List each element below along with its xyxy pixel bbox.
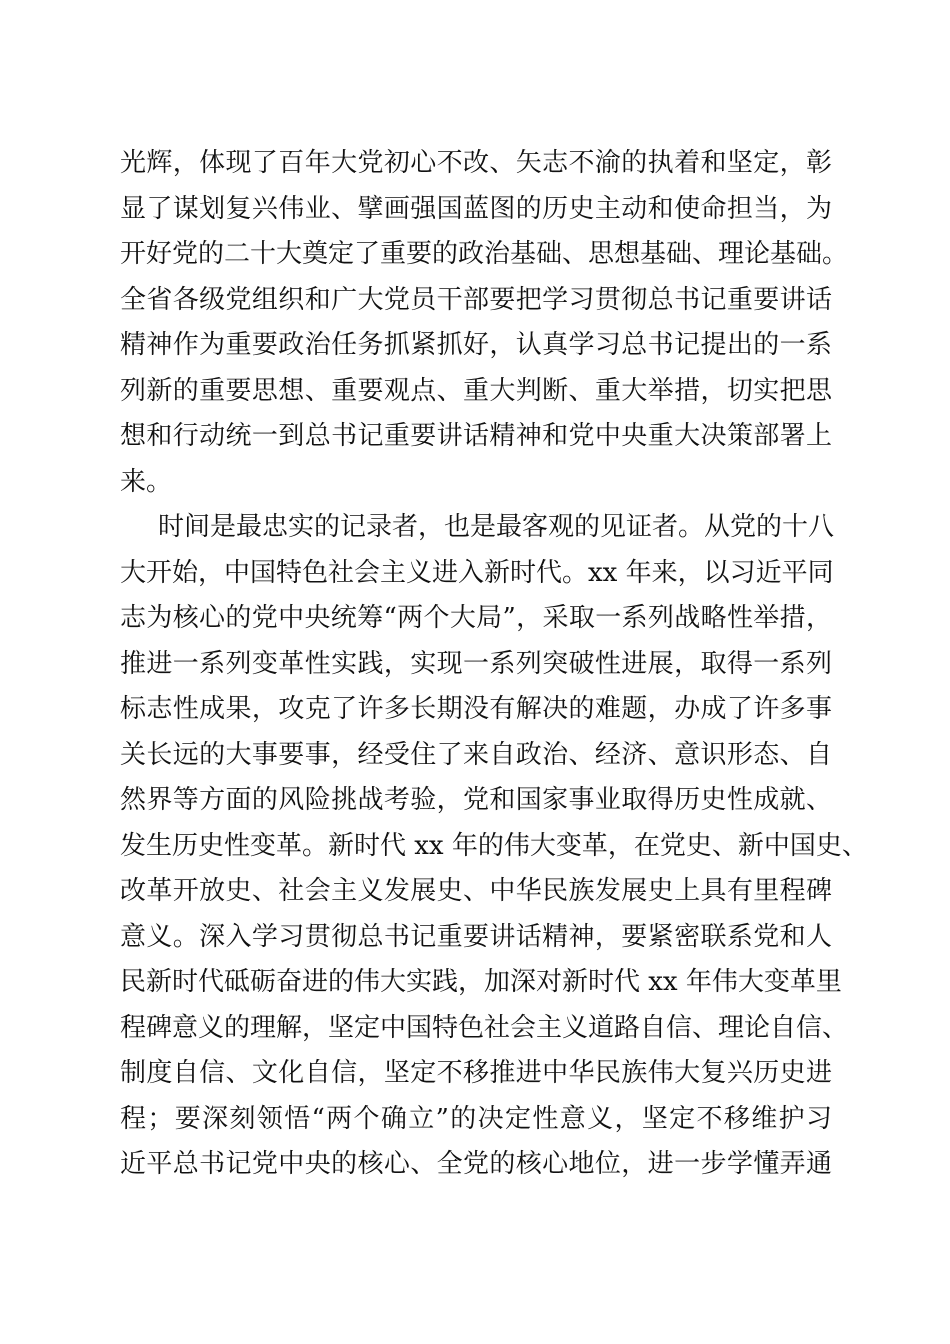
- paragraph-1: [120, 141, 849, 505]
- text-line: 大开始，中国特色社会主义进入新时代。xx 年来，以习近平同: [120, 557, 834, 588]
- text-line: 民新时代砥砺奋进的伟大实践，加深对新时代 xx 年伟大变革里: [120, 967, 842, 997]
- text-line: 近平总书记党中央的核心、全党的核心地位，进一步学懂弄通: [120, 1149, 832, 1179]
- text-line: 来。: [120, 466, 173, 497]
- text-line: 开好党的二十大奠定了重要的政治基础、思想基础、理论基础。: [120, 239, 849, 269]
- text-line: 光辉，体现了百年大党初心不改、矢志不渝的执着和坚定，彰: [120, 148, 832, 178]
- text-line: 推进一系列变革性实践，实现一系列突破性进展，取得一系列: [120, 648, 832, 679]
- text-line: 程；要深刻领悟“两个确立”的决定性意义，坚定不移维护习: [120, 1103, 832, 1134]
- text-line: 标志性成果，攻克了许多长期没有解决的难题，办成了许多事: [120, 694, 832, 724]
- text-line: 精神作为重要政治任务抓紧抓好，认真学习总书记提出的一系: [120, 330, 832, 360]
- text-line: 程碑意义的理解，坚定中国特色社会主义道路自信、理论自信、: [120, 1012, 849, 1043]
- paragraph-2: [120, 505, 868, 1188]
- text-line: 全省各级党组织和广大党员干部要把学习贯彻总书记重要讲话: [120, 284, 832, 315]
- text-line: 列新的重要思想、重要观点、重大判断、重大举措，切实把思: [120, 375, 832, 406]
- text-line: 显了谋划复兴伟业、擘画强国蓝图的历史主动和使命担当，为: [120, 193, 832, 224]
- text-line: 改革开放史、社会主义发展史、中华民族发展史上具有里程碑: [120, 876, 832, 906]
- text-line: 制度自信、文化自信，坚定不移推进中华民族伟大复兴历史进: [120, 1058, 832, 1088]
- text-line: 发生历史性变革。新时代 xx 年的伟大变革，在党史、新中国史、: [120, 830, 868, 861]
- text-line: 想和行动统一到总书记重要讲话精神和党中央重大决策部署上: [120, 421, 832, 451]
- body-text: [120, 141, 868, 1188]
- text-line: 然界等方面的风险挑战考验，党和国家事业取得历史性成就、: [120, 785, 832, 815]
- text-line: 关长远的大事要事，经受住了来自政治、经济、意识形态、自: [120, 739, 832, 770]
- text-line: 志为核心的党中央统筹“两个大局”，采取一系列战略性举措，: [120, 603, 832, 633]
- text-line: 意义。深入学习贯彻总书记重要讲话精神，要紧密联系党和人: [120, 921, 832, 952]
- text-line: 时间是最忠实的记录者，也是最客观的见证者。从党的十八: [158, 512, 835, 542]
